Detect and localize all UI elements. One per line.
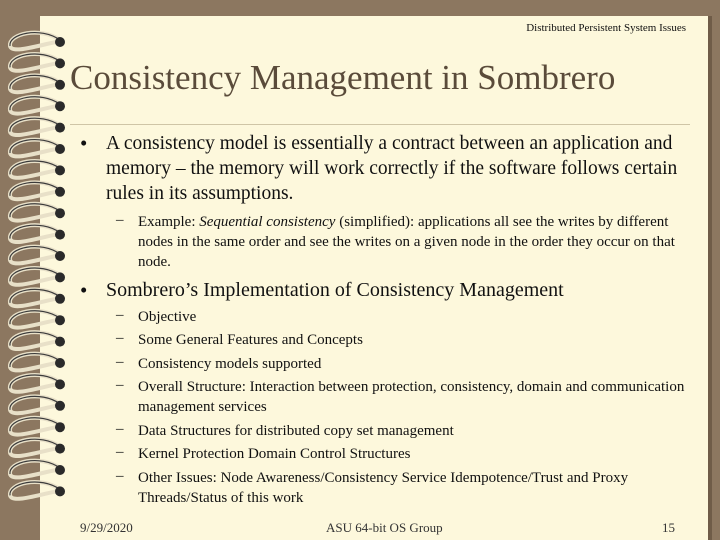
footer-center: ASU 64-bit OS Group <box>326 520 443 535</box>
subpoint-features: Some General Features and Concepts <box>138 332 363 348</box>
dash-icon: – <box>116 444 124 460</box>
subpoint-data-structures: Data Structures for distributed copy set management <box>138 423 454 439</box>
spiral-binding-ring-icon <box>10 354 65 371</box>
title-divider <box>70 124 690 125</box>
subpoint-structure: Overall Structure: Interaction between protection, consistency, domain and communication management services <box>138 379 685 415</box>
slide-title: Consistency Management in Sombrero <box>70 58 616 97</box>
subpoint-objective: Objective <box>138 309 197 325</box>
spiral-binding-ring-icon <box>10 311 65 328</box>
footer-page-number: 15 <box>662 520 675 535</box>
spiral-binding-ring-icon <box>10 332 65 349</box>
dash-icon: – <box>116 307 124 323</box>
spiral-binding-ring-icon <box>10 204 65 221</box>
spiral-binding-ring-icon <box>10 439 65 456</box>
bullet-2-text: Sombrero’s Implementation of Consistency Management <box>106 279 564 301</box>
spiral-binding-ring-icon <box>10 289 65 306</box>
header-note: Distributed Persistent System Issues <box>526 22 686 34</box>
bullet-1-text: A consistency model is essentially a contract between an application and memory – the memory will work correctly if the software follows certain rules in its assumptions. <box>106 133 678 204</box>
dash-icon: – <box>116 377 124 393</box>
subpoint-kernel: Kernel Protection Domain Control Structures <box>138 446 411 462</box>
spiral-binding-ring-icon <box>10 161 65 178</box>
spiral-binding-ring-icon <box>10 482 65 499</box>
spiral-binding-ring-icon <box>10 97 65 114</box>
spiral-binding-ring-icon <box>10 33 65 50</box>
bullet-dot-icon: • <box>80 131 88 155</box>
subpoint-example <box>138 212 698 272</box>
subpoint-models: Consistency models supported <box>138 356 322 372</box>
spiral-binding-ring-icon <box>10 75 65 92</box>
spiral-binding-ring-icon <box>10 268 65 285</box>
bullet-dot-icon: • <box>80 278 88 302</box>
subpoint-example-suffix: (simplified): applications all see the writes by different nodes in the same order and see the writes on a given node in the order they occur on that node. <box>138 214 675 270</box>
subpoint-example-emphasis: Sequential consistency <box>199 214 336 230</box>
spiral-binding-ring-icon <box>10 140 65 157</box>
spiral-binding-ring-icon <box>10 461 65 478</box>
subpoint-example-prefix: Example: <box>138 214 200 230</box>
spiral-binding-ring-icon <box>10 118 65 135</box>
subpoint-other-issues: Other Issues: Node Awareness/Consistency Service Idempotence/Trust and Proxy Threads/Status of this work <box>138 470 629 506</box>
spiral-binding-ring-icon <box>10 247 65 264</box>
dash-icon: – <box>116 354 124 370</box>
spiral-binding-ring-icon <box>10 375 65 392</box>
dash-icon: – <box>116 212 124 228</box>
spiral-binding <box>0 0 80 540</box>
spiral-binding-ring-icon <box>10 182 65 199</box>
spiral-binding-ring-icon <box>10 54 65 71</box>
spiral-binding-ring-icon <box>10 418 65 435</box>
spiral-binding-ring-icon <box>10 396 65 413</box>
footer-date: 9/29/2020 <box>80 520 133 535</box>
dash-icon: – <box>116 421 124 437</box>
dash-icon: – <box>116 468 124 484</box>
dash-icon: – <box>116 330 124 346</box>
spiral-binding-ring-icon <box>10 225 65 242</box>
